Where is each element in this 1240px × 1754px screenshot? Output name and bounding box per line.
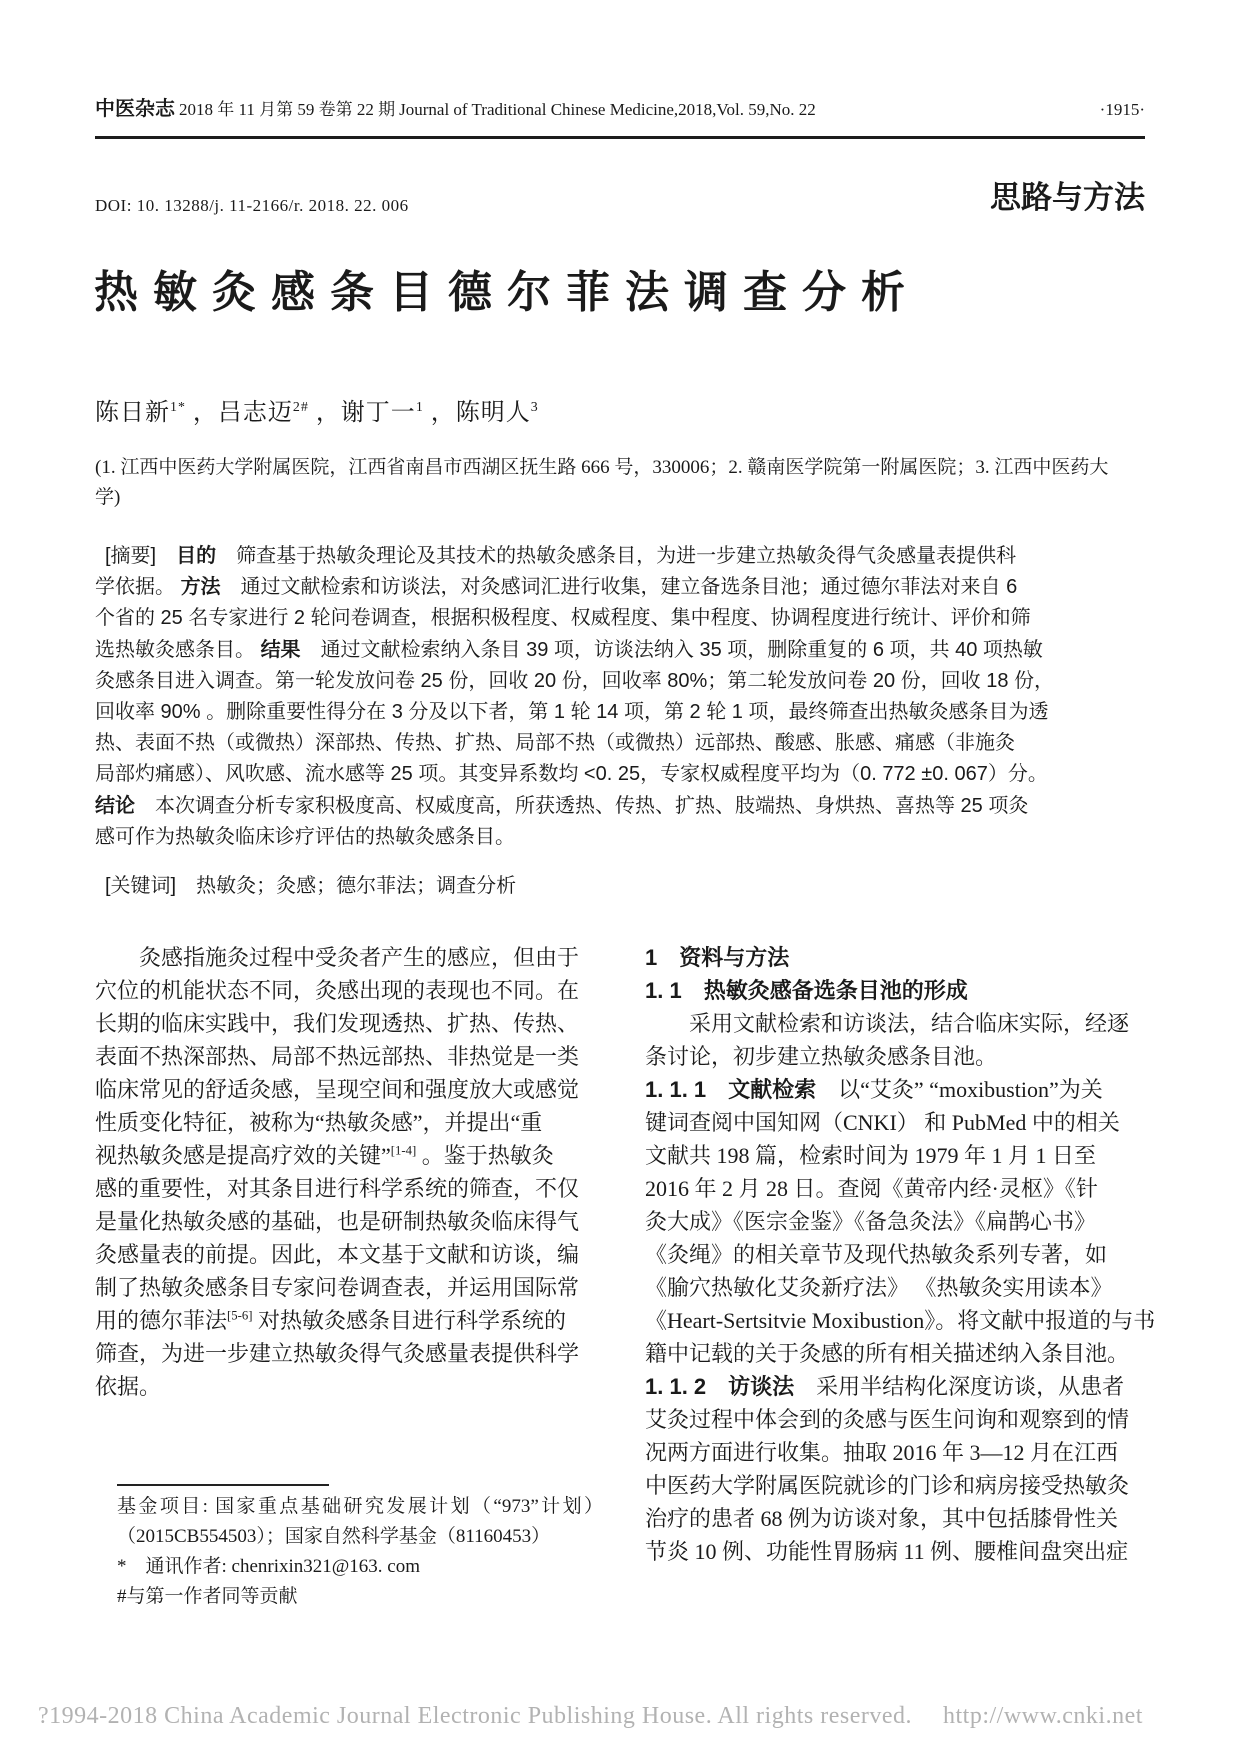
text-line: 临床常见的舒适灸感，呈现空间和强度放大或感觉 <box>95 1077 580 1102</box>
text-line: 治疗的患者 68 例为访谈对象，其中包括膝骨性关 <box>645 1506 1119 1531</box>
text-line: 感可作为热敏灸临床诊疗评估的热敏灸感条目。 <box>95 825 515 848</box>
text-line: 学依据。 方法 通过文献检索和访谈法，对灸感词汇进行收集，建立备选条目池；通过德尔菲法对来自 6 <box>95 576 1018 599</box>
text-line: 依据。 <box>95 1374 162 1399</box>
text-line: 灸感条目进入调查。第一轮发放问卷 25 份，回收 20 份，回收率 80%；第二轮发放问卷 20 份，回收 18 份， <box>95 669 1055 692</box>
text-line: 局部灼痛感）、风吹感、流水感等 25 项。其变异系数均 <0. 25，专家权威程度平均为（0. 772 ±0. 067）分。 <box>95 763 1048 786</box>
text-line: 学) <box>95 487 121 508</box>
text-line: 个省的 25 名专家进行 2 轮问卷调查，根据积极程度、权威程度、集中程度、协调程度进行统计、评价和筛 <box>95 607 1031 630</box>
text-line: 长期的临床实践中，我们发现透热、扩热、传热、 <box>95 1011 580 1036</box>
doi: DOI: 10. 13288/j. 11-2166/r. 2018. 22. 006 <box>95 196 409 215</box>
text-line: 《Heart-Sertsitvie Moxibustion》。将文献中报道的与书 <box>645 1308 1156 1333</box>
text-line: 感的重要性，对其条目进行科学系统的筛查，不仅 <box>95 1176 580 1201</box>
text-line: 灸大成》《医宗金鉴》《备急灸法》《扁鹊心书》 <box>645 1209 1097 1234</box>
text-line: 采用文献检索和访谈法，结合临床实际，经逐 <box>645 1011 1130 1036</box>
text-line: [摘要] 目的 筛查基于热敏灸理论及其技术的热敏灸感条目，为进一步建立热敏灸得气灸感量表提供科 <box>95 545 1017 567</box>
text-line: 条讨论，初步建立热敏灸感条目池。 <box>645 1044 998 1069</box>
keywords-line: [关键词] 热敏灸；灸感；德尔菲法；调查分析 <box>95 875 517 897</box>
text-line: (1. 江西中医药大学附属医院，江西省南昌市西湖区抚生路 666 号，330006；2. 赣南医学院第一附属医院；3. 江西中医药大 <box>95 457 1109 478</box>
text-line: 籍中记载的关于灸感的所有相关描述纳入条目池。 <box>645 1341 1130 1366</box>
text-line: 回收率 90% 。删除重要性得分在 3 分及以下者，第 1 轮 14 项，第 2 轮 1 项，最终筛查出热敏灸感条目为透 <box>95 701 1049 724</box>
article-title: 热敏灸感条目德尔菲法调查分析 <box>94 268 920 317</box>
text-line: 1. 1. 1 文献检索 以“艾灸” “moxibustion”为关 <box>645 1077 1103 1102</box>
text-line: 文献共 198 篇，检索时间为 1979 年 1 月 1 日至 <box>645 1143 1097 1168</box>
text-line: 选热敏灸感条目。 结果 通过文献检索纳入条目 39 项，访谈法纳入 35 项，删除重复的 6 项，共 40 项热敏 <box>95 638 1043 661</box>
text-line: 灸感指施灸过程中受灸者产生的感应，但由于 <box>95 945 580 970</box>
footnote <box>117 1492 603 1612</box>
text-line: * 通讯作者: chenrixin321@163. com <box>117 1556 420 1577</box>
abstract <box>95 541 1147 853</box>
text-line: 制了热敏灸感条目专家问卷调查表，并运用国际常 <box>95 1275 580 1300</box>
text-line: 1. 1. 2 访谈法 采用半结构化深度访谈，从患者 <box>645 1374 1125 1399</box>
text-line: 是量化热敏灸感的基础，也是研制热敏灸临床得气 <box>95 1209 580 1234</box>
text-line: （2015CB554503）；国家自然科学基金（81160453） <box>117 1526 551 1547</box>
body-right-column <box>645 941 1156 1568</box>
text-line: #与第一作者同等贡献 <box>117 1586 298 1607</box>
journal-info <box>95 92 816 121</box>
footnote-divider <box>117 1484 329 1486</box>
body-left-column <box>95 941 601 1403</box>
journal-issue-info: 2018 年 11 月第 59 卷第 22 期 <box>179 100 396 119</box>
text-line: 《腧穴热敏化艾灸新疗法》 《热敏灸实用读本》 <box>645 1275 1113 1300</box>
text-line: 艾灸过程中体会到的灸感与医生问询和观察到的情 <box>645 1407 1130 1432</box>
text-line: 键词查阅中国知网（CNKI） 和 PubMed 中的相关 <box>645 1110 1120 1135</box>
text-line: 筛查，为进一步建立热敏灸得气灸感量表提供科学 <box>95 1341 580 1366</box>
text-line: 穴位的机能状态不同，灸感出现的表现也不同。在 <box>95 978 580 1003</box>
text-line: 热、表面不热（或微热）深部热、传热、扩热、局部不热（或微热）远部热、酸感、胀感、痛感（非施灸 <box>95 732 1015 755</box>
text-line: 视热敏灸感是提高疗效的关键”[1-4] 。鉴于热敏灸 <box>95 1143 554 1168</box>
journal-name-en: Journal of Traditional Chinese Medicine,2018,Vol. 59,No. 22 <box>399 100 816 119</box>
text-line: 性质变化特征，被称为“热敏灸感”，并提出“重 <box>95 1110 543 1135</box>
text-line: 《灸绳》的相关章节及现代热敏灸系列专著，如 <box>645 1242 1108 1267</box>
affiliation <box>95 453 1147 513</box>
footer-copyright: ?1994-2018 China Academic Journal Electronic Publishing House. All rights reserved. http://www.cnki.net <box>38 1703 1143 1729</box>
text-line: 中医药大学附属医院就诊的门诊和病房接受热敏灸 <box>645 1473 1130 1498</box>
text-line: 1. 1 热敏灸感备选条目池的形成 <box>645 978 968 1003</box>
journal-name-cn: 中医杂志 <box>95 98 175 120</box>
page-header <box>95 92 1145 121</box>
text-line: 灸感量表的前提。因此，本文基于文献和访谈，编 <box>95 1242 580 1267</box>
column-tag: 思路与方法 <box>990 180 1145 215</box>
text-line: 1 资料与方法 <box>645 945 790 970</box>
text-line: 表面不热深部热、局部不热远部热、非热觉是一类 <box>95 1044 580 1069</box>
text-line: 2016 年 2 月 28 日。查阅《黄帝内经·灵枢》《针 <box>645 1176 1098 1201</box>
authors-line: 陈日新$^{1*}$ ，吕志迈$^{2\#}$ ，谢丁一$^1$ ，陈明人$^3$ <box>95 400 539 426</box>
text-line: 节炎 10 例、功能性胃肠病 11 例、腰椎间盘突出症 <box>645 1539 1129 1564</box>
header-divider <box>95 136 1145 139</box>
text-line: 基金项目: 国家重点基础研究发展计划（“973”计划） <box>117 1496 603 1517</box>
text-line: 况两方面进行收集。抽取 2016 年 3—12 月在江西 <box>645 1440 1119 1465</box>
text-line: 用的德尔菲法[5-6] 对热敏灸感条目进行科学系统的 <box>95 1308 567 1333</box>
page-number: ·1915· <box>1099 100 1145 119</box>
text-line: 结论 本次调查分析专家积极度高、权威度高，所获透热、传热、扩热、肢端热、身烘热、喜热等 25 项灸 <box>95 794 1029 817</box>
